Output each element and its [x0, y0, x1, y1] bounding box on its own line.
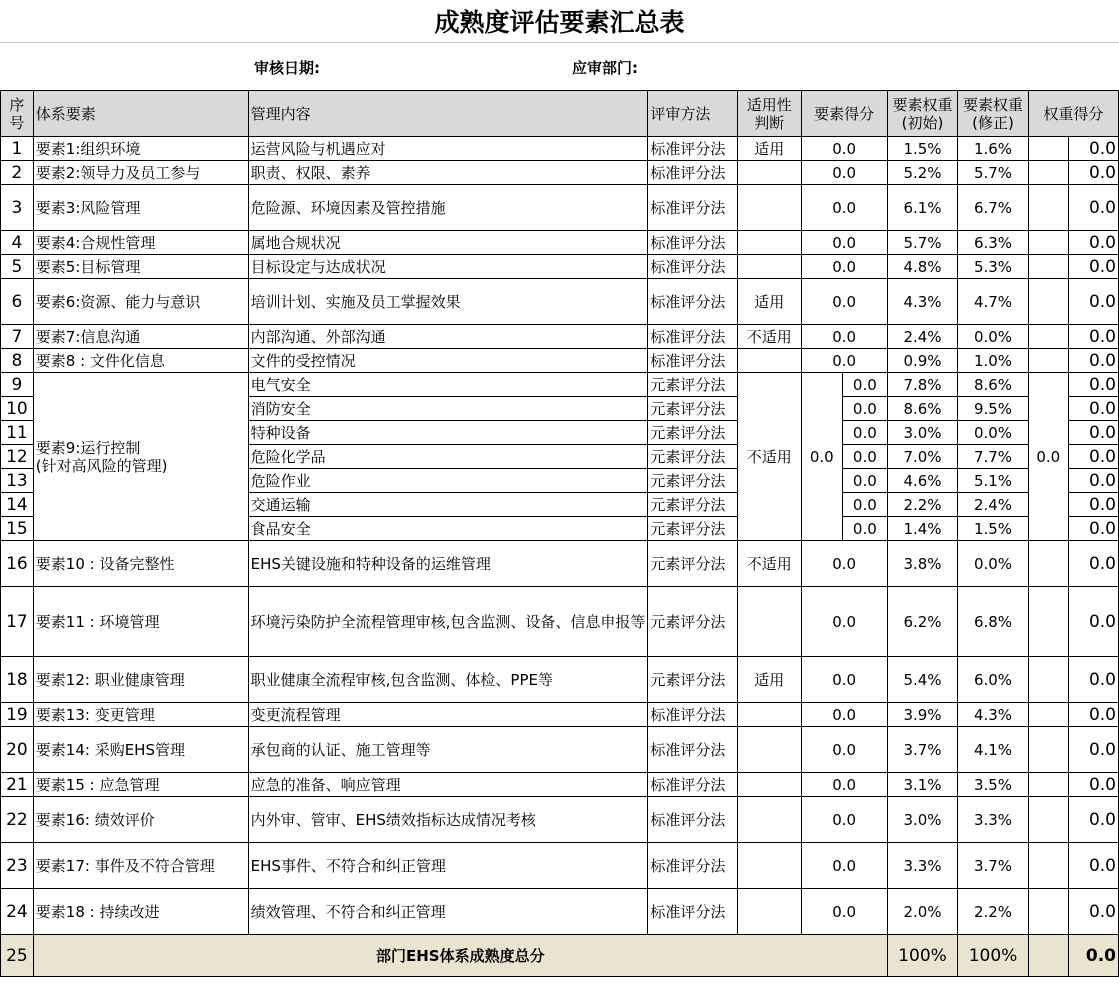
total-label: 部门EHS体系成熟度总分	[33, 935, 887, 977]
weight-initial-cell: 3.9%	[887, 703, 958, 727]
method-cell: 元素评分法	[648, 469, 737, 493]
weighted-spacer-cell	[1028, 161, 1068, 185]
weighted-score-cell: 0.0	[1068, 373, 1118, 397]
method-cell: 标准评分法	[648, 703, 737, 727]
method-cell: 标准评分法	[648, 231, 737, 255]
weight-revised-cell: 0.0%	[958, 421, 1029, 445]
seq-cell: 3	[1, 185, 34, 231]
weight-initial-cell: 2.2%	[887, 493, 958, 517]
method-cell: 元素评分法	[648, 587, 737, 657]
content-cell: 危险源、环境因素及管控措施	[248, 185, 648, 231]
weighted-score-cell: 0.0	[1068, 493, 1118, 517]
method-cell: 元素评分法	[648, 397, 737, 421]
element-cell: 要素4:合规性管理	[33, 231, 248, 255]
applicability-cell	[737, 255, 801, 279]
method-cell: 标准评分法	[648, 325, 737, 349]
table-row	[1, 161, 1119, 185]
weighted-score-cell: 0.0	[1068, 325, 1118, 349]
method-cell: 元素评分法	[648, 517, 737, 541]
seq-cell: 18	[1, 657, 34, 703]
weight-initial-cell: 3.7%	[887, 727, 958, 773]
weight-initial-cell: 2.4%	[887, 325, 958, 349]
weight-revised-cell: 7.7%	[958, 445, 1029, 469]
weight-revised-cell: 4.3%	[958, 703, 1029, 727]
applicability-cell: 不适用	[737, 325, 801, 349]
sub-score-cell: 0.0	[842, 421, 887, 445]
element-score-cell: 0.0	[801, 279, 887, 325]
table-row	[1, 279, 1119, 325]
element-cell: 要素18 : 持续改进	[33, 889, 248, 935]
content-cell: 食品安全	[248, 517, 648, 541]
weighted-spacer-cell	[1028, 587, 1068, 657]
weighted-score-cell: 0.0	[1068, 279, 1118, 325]
table-row	[1, 373, 1119, 397]
weight-revised-cell: 5.3%	[958, 255, 1029, 279]
applicability-cell	[737, 349, 801, 373]
page-title: 成熟度评估要素汇总表	[0, 0, 1119, 43]
content-cell: 职业健康全流程审核,包含监测、体检、PPE等	[248, 657, 648, 703]
seq-cell: 5	[1, 255, 34, 279]
sub-score-cell: 0.0	[842, 517, 887, 541]
applicability-cell: 不适用	[737, 541, 801, 587]
group-weighted-cell: 0.0	[1028, 373, 1068, 541]
element-cell: 要素17: 事件及不符合管理	[33, 843, 248, 889]
table-row	[1, 657, 1119, 703]
weighted-score-cell: 0.0	[1068, 843, 1118, 889]
method-cell: 元素评分法	[648, 445, 737, 469]
weighted-score-cell: 0.0	[1068, 137, 1118, 161]
weight-initial-cell: 3.3%	[887, 843, 958, 889]
weight-revised-cell: 0.0%	[958, 541, 1029, 587]
weight-revised-total: 100%	[958, 935, 1029, 977]
weighted-score-cell: 0.0	[1068, 421, 1118, 445]
weight-revised-cell: 1.0%	[958, 349, 1029, 373]
content-cell: 培训计划、实施及员工掌握效果	[248, 279, 648, 325]
content-cell: 变更流程管理	[248, 703, 648, 727]
seq-cell: 13	[1, 469, 34, 493]
weight-initial-cell: 3.0%	[887, 797, 958, 843]
method-cell: 标准评分法	[648, 255, 737, 279]
weighted-score-cell: 0.0	[1068, 587, 1118, 657]
method-cell: 标准评分法	[648, 889, 737, 935]
header-weighted-score: 权重得分	[1028, 91, 1118, 137]
content-cell: 属地合规状况	[248, 231, 648, 255]
seq-cell: 21	[1, 773, 34, 797]
element-cell: 要素2:领导力及员工参与	[33, 161, 248, 185]
content-cell: 内部沟通、外部沟通	[248, 325, 648, 349]
content-cell: EHS关键设施和特种设备的运维管理	[248, 541, 648, 587]
element-score-cell: 0.0	[801, 231, 887, 255]
element-score-cell: 0.0	[801, 889, 887, 935]
seq-cell: 24	[1, 889, 34, 935]
weighted-score-cell: 0.0	[1068, 231, 1118, 255]
content-cell: 危险作业	[248, 469, 648, 493]
weighted-score-cell: 0.0	[1068, 657, 1118, 703]
weight-initial-cell: 3.0%	[887, 421, 958, 445]
seq-cell: 4	[1, 231, 34, 255]
applicability-cell	[737, 773, 801, 797]
applicability-cell	[737, 231, 801, 255]
weighted-score-cell: 0.0	[1068, 469, 1118, 493]
weight-revised-cell: 5.7%	[958, 161, 1029, 185]
weighted-score-cell: 0.0	[1068, 397, 1118, 421]
applicability-cell	[737, 185, 801, 231]
weight-initial-cell: 5.7%	[887, 231, 958, 255]
element-score-cell: 0.0	[801, 349, 887, 373]
weighted-score-cell: 0.0	[1068, 349, 1118, 373]
weighted-spacer-cell	[1028, 935, 1068, 977]
element-score-cell: 0.0	[801, 373, 842, 541]
header-element-score: 要素得分	[801, 91, 887, 137]
weight-revised-cell: 6.0%	[958, 657, 1029, 703]
weighted-score-cell: 0.0	[1068, 703, 1118, 727]
seq-cell: 7	[1, 325, 34, 349]
method-cell: 标准评分法	[648, 797, 737, 843]
element-score-cell: 0.0	[801, 843, 887, 889]
weight-revised-cell: 2.2%	[958, 889, 1029, 935]
weight-initial-cell: 4.6%	[887, 469, 958, 493]
element-cell: 要素7:信息沟通	[33, 325, 248, 349]
weight-initial-cell: 5.4%	[887, 657, 958, 703]
content-cell: 承包商的认证、施工管理等	[248, 727, 648, 773]
method-cell: 标准评分法	[648, 727, 737, 773]
table-row	[1, 541, 1119, 587]
weighted-spacer-cell	[1028, 889, 1068, 935]
applicability-cell: 适用	[737, 279, 801, 325]
element-score-cell: 0.0	[801, 541, 887, 587]
weighted-score-cell: 0.0	[1068, 889, 1118, 935]
element-cell: 要素5:目标管理	[33, 255, 248, 279]
weighted-spacer-cell	[1028, 843, 1068, 889]
department-label: 应审部门:	[572, 59, 638, 77]
method-cell: 标准评分法	[648, 349, 737, 373]
weighted-spacer-cell	[1028, 279, 1068, 325]
content-cell: 环境污染防护全流程管理审核,包含监测、设备、信息申报等	[248, 587, 648, 657]
content-cell: 内外审、管审、EHS绩效指标达成情况考核	[248, 797, 648, 843]
weighted-spacer-cell	[1028, 137, 1068, 161]
element-score-cell: 0.0	[801, 773, 887, 797]
element-cell: 要素16: 绩效评价	[33, 797, 248, 843]
table-row	[1, 703, 1119, 727]
sub-score-cell: 0.0	[842, 445, 887, 469]
method-cell: 元素评分法	[648, 493, 737, 517]
element-score-cell: 0.0	[801, 587, 887, 657]
sub-score-cell: 0.0	[842, 373, 887, 397]
seq-cell: 1	[1, 137, 34, 161]
content-cell: 消防安全	[248, 397, 648, 421]
element-score-cell: 0.0	[801, 185, 887, 231]
weighted-spacer-cell	[1028, 231, 1068, 255]
content-cell: 应急的准备、响应管理	[248, 773, 648, 797]
seq-cell: 22	[1, 797, 34, 843]
element-cell: 要素1:组织环境	[33, 137, 248, 161]
applicability-cell	[737, 797, 801, 843]
seq-cell: 2	[1, 161, 34, 185]
element-cell: 要素11 : 环境管理	[33, 587, 248, 657]
content-cell: 危险化学品	[248, 445, 648, 469]
header-info	[0, 43, 1119, 90]
element-cell: 要素8 : 文件化信息	[33, 349, 248, 373]
weight-initial-cell: 8.6%	[887, 397, 958, 421]
sub-score-cell: 0.0	[842, 493, 887, 517]
applicability-cell: 适用	[737, 137, 801, 161]
table-row	[1, 137, 1119, 161]
element-score-cell: 0.0	[801, 727, 887, 773]
review-date-label: 审核日期:	[254, 59, 320, 77]
seq-cell: 25	[1, 935, 34, 977]
applicability-cell	[737, 161, 801, 185]
content-cell: 交通运输	[248, 493, 648, 517]
weight-revised-cell: 3.7%	[958, 843, 1029, 889]
header-weight-initial: 要素权重(初始)	[887, 91, 958, 137]
weighted-spacer-cell	[1028, 657, 1068, 703]
applicability-cell	[737, 727, 801, 773]
summary-table	[0, 90, 1119, 977]
weighted-score-cell: 0.0	[1068, 773, 1118, 797]
weight-revised-cell: 6.8%	[958, 587, 1029, 657]
content-cell: 运营风险与机遇应对	[248, 137, 648, 161]
weight-revised-cell: 4.1%	[958, 727, 1029, 773]
weight-initial-cell: 7.0%	[887, 445, 958, 469]
weight-revised-cell: 4.7%	[958, 279, 1029, 325]
table-row	[1, 231, 1119, 255]
applicability-cell: 不适用	[737, 373, 801, 541]
header-seq: 序号	[1, 91, 34, 137]
sub-score-cell: 0.0	[842, 397, 887, 421]
content-cell: 职责、权限、素养	[248, 161, 648, 185]
table-row	[1, 587, 1119, 657]
table-row	[1, 727, 1119, 773]
method-cell: 标准评分法	[648, 279, 737, 325]
weighted-score-cell: 0.0	[1068, 161, 1118, 185]
element-cell: 要素3:风险管理	[33, 185, 248, 231]
content-cell: 目标设定与达成状况	[248, 255, 648, 279]
seq-cell: 8	[1, 349, 34, 373]
weight-revised-cell: 3.5%	[958, 773, 1029, 797]
seq-cell: 14	[1, 493, 34, 517]
total-row	[1, 935, 1119, 977]
content-cell: 文件的受控情况	[248, 349, 648, 373]
weighted-spacer-cell	[1028, 703, 1068, 727]
header-content: 管理内容	[248, 91, 648, 137]
seq-cell: 12	[1, 445, 34, 469]
header-method: 评审方法	[648, 91, 737, 137]
content-cell: EHS事件、不符合和纠正管理	[248, 843, 648, 889]
seq-cell: 20	[1, 727, 34, 773]
applicability-cell	[737, 587, 801, 657]
element-score-cell: 0.0	[801, 797, 887, 843]
table-row	[1, 185, 1119, 231]
weight-initial-cell: 7.8%	[887, 373, 958, 397]
element-cell: 要素10 : 设备完整性	[33, 541, 248, 587]
weighted-spacer-cell	[1028, 727, 1068, 773]
element-score-cell: 0.0	[801, 325, 887, 349]
weighted-spacer-cell	[1028, 255, 1068, 279]
weight-revised-cell: 9.5%	[958, 397, 1029, 421]
element-score-cell: 0.0	[801, 161, 887, 185]
weighted-spacer-cell	[1028, 349, 1068, 373]
grand-total-cell: 0.0	[1068, 935, 1118, 977]
sub-score-cell: 0.0	[842, 469, 887, 493]
weight-revised-cell: 6.3%	[958, 231, 1029, 255]
method-cell: 标准评分法	[648, 843, 737, 889]
weight-initial-cell: 3.8%	[887, 541, 958, 587]
table-row	[1, 773, 1119, 797]
weight-initial-total: 100%	[887, 935, 958, 977]
method-cell: 标准评分法	[648, 137, 737, 161]
weight-revised-cell: 2.4%	[958, 493, 1029, 517]
element-score-cell: 0.0	[801, 255, 887, 279]
weight-initial-cell: 1.5%	[887, 137, 958, 161]
seq-cell: 10	[1, 397, 34, 421]
weight-revised-cell: 8.6%	[958, 373, 1029, 397]
method-cell: 元素评分法	[648, 541, 737, 587]
weighted-score-cell: 0.0	[1068, 517, 1118, 541]
applicability-cell: 适用	[737, 657, 801, 703]
weight-revised-cell: 1.6%	[958, 137, 1029, 161]
table-row	[1, 843, 1119, 889]
element-score-cell: 0.0	[801, 657, 887, 703]
header-row	[1, 91, 1119, 137]
weight-initial-cell: 0.9%	[887, 349, 958, 373]
table-row	[1, 797, 1119, 843]
method-cell: 元素评分法	[648, 657, 737, 703]
weighted-score-cell: 0.0	[1068, 185, 1118, 231]
table-row	[1, 255, 1119, 279]
element-score-cell: 0.0	[801, 703, 887, 727]
weight-initial-cell: 1.4%	[887, 517, 958, 541]
header-element: 体系要素	[33, 91, 248, 137]
element-cell: 要素14: 采购EHS管理	[33, 727, 248, 773]
weight-initial-cell: 6.1%	[887, 185, 958, 231]
seq-cell: 16	[1, 541, 34, 587]
weight-initial-cell: 3.1%	[887, 773, 958, 797]
content-cell: 特种设备	[248, 421, 648, 445]
element-cell: 要素13: 变更管理	[33, 703, 248, 727]
content-cell: 绩效管理、不符合和纠正管理	[248, 889, 648, 935]
seq-cell: 15	[1, 517, 34, 541]
table-row	[1, 889, 1119, 935]
weight-revised-cell: 0.0%	[958, 325, 1029, 349]
method-cell: 标准评分法	[648, 161, 737, 185]
method-cell: 标准评分法	[648, 185, 737, 231]
method-cell: 标准评分法	[648, 773, 737, 797]
seq-cell: 19	[1, 703, 34, 727]
applicability-cell	[737, 843, 801, 889]
weighted-spacer-cell	[1028, 185, 1068, 231]
weight-initial-cell: 2.0%	[887, 889, 958, 935]
weighted-spacer-cell	[1028, 325, 1068, 349]
weighted-score-cell: 0.0	[1068, 445, 1118, 469]
weight-revised-cell: 3.3%	[958, 797, 1029, 843]
element-cell: 要素15 : 应急管理	[33, 773, 248, 797]
weight-initial-cell: 5.2%	[887, 161, 958, 185]
seq-cell: 17	[1, 587, 34, 657]
method-cell: 元素评分法	[648, 421, 737, 445]
header-applicability: 适用性判断	[737, 91, 801, 137]
content-cell: 电气安全	[248, 373, 648, 397]
weighted-spacer-cell	[1028, 797, 1068, 843]
element-cell: 要素6:资源、能力与意识	[33, 279, 248, 325]
seq-cell: 11	[1, 421, 34, 445]
header-weight-revised: 要素权重(修正)	[958, 91, 1029, 137]
element-cell: 要素9:运行控制 (针对高风险的管理)	[33, 373, 248, 541]
weighted-score-cell: 0.0	[1068, 727, 1118, 773]
weight-initial-cell: 6.2%	[887, 587, 958, 657]
seq-cell: 6	[1, 279, 34, 325]
weight-initial-cell: 4.3%	[887, 279, 958, 325]
seq-cell: 23	[1, 843, 34, 889]
method-cell: 元素评分法	[648, 373, 737, 397]
weighted-spacer-cell	[1028, 773, 1068, 797]
element-score-cell: 0.0	[801, 137, 887, 161]
weighted-score-cell: 0.0	[1068, 797, 1118, 843]
seq-cell: 9	[1, 373, 34, 397]
weight-revised-cell: 1.5%	[958, 517, 1029, 541]
element-cell: 要素12: 职业健康管理	[33, 657, 248, 703]
weighted-score-cell: 0.0	[1068, 541, 1118, 587]
applicability-cell	[737, 889, 801, 935]
applicability-cell	[737, 703, 801, 727]
weighted-spacer-cell	[1028, 541, 1068, 587]
weight-revised-cell: 5.1%	[958, 469, 1029, 493]
weighted-score-cell: 0.0	[1068, 255, 1118, 279]
weight-revised-cell: 6.7%	[958, 185, 1029, 231]
table-row	[1, 325, 1119, 349]
table-row	[1, 349, 1119, 373]
weight-initial-cell: 4.8%	[887, 255, 958, 279]
